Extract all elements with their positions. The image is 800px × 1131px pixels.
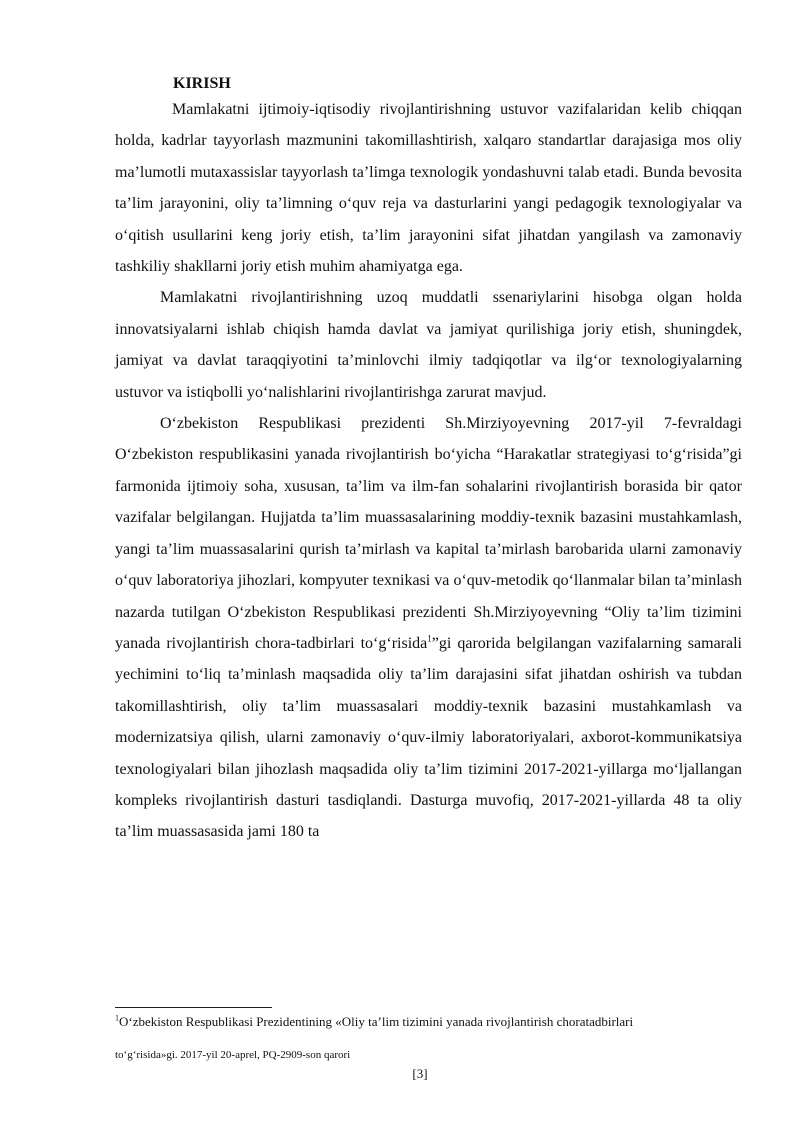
footnote-marker: 1 <box>115 1013 119 1023</box>
paragraph-1: Mamlakatni ijtimoiy-iqtisodiy rivojlantirishning ustuvor vazifalaridan kelib chiqqan holda, kadrlar tayyorlash mazmunini takomillashtirish, xalqaro standartlar darajasiga mos oliy ma’lumotli mutaxassislar tayyorlash ta’limga texnologik yondashuvni talab etadi. Bunda bevosita ta’lim jarayonini, oliy ta’limning o‘quv reja va dasturlarini yangi pedagogik texnologiyalar va o‘qitish usullarini keng joriy etish, ta’lim jarayonini sifat jihatdan yangilash va zamonaviy tashkiliy shakllarni joriy etish muhim ahamiyatga ega. <box>115 101 742 276</box>
section-heading: KIRISH <box>173 75 231 92</box>
body-text <box>115 94 742 848</box>
paragraph-3-part-1: O‘zbekiston Respublikasi prezidenti Sh.Mirziyoyevning 2017-yil 7-fevraldagi O‘zbekiston respublikasini yanada rivojlantirish bo‘yicha “Harakatlar strategiyasi to‘g‘risida”gi farmonida ijtimoiy soha, xususan, ta’lim va ilm-fan sohalarini rivojlantirish borasida bir qator vazifalar belgilangan. Hujjatda ta’lim muassasalarining moddiy-texnik bazasini mustahkamlash, yangi ta’lim muassasalarini qurish ta’mirlash va kapital ta’mirlash barobarida ularni zamonaviy o‘quv laboratoriya jihozlari, kompyuter texnikasi va o‘quv-metodik qo‘llanmalar bilan ta’minlash nazarda tutilgan O‘zbekiston Respublikasi prezidenti Sh.Mirziyoyevning “Oliy ta’lim tizimini yanada rivojlantirish chora-tadbirlari to‘g‘risida <box>115 415 742 652</box>
paragraph-2: Mamlakatni rivojlantirishning uzoq muddatli ssenariylarini hisobga olgan holda innovatsiyalarni ishlab chiqish hamda davlat va jamiyat qurilishiga joriy etish, shuningdek, jamiyat va davlat taraqqiyotini ta’minlovchi ilmiy tadqiqotlar va ilg‘or texnologiyalarning ustuvor va istiqbolli yo‘nalishlarini rivojlantirishga zarurat mavjud. <box>115 289 742 401</box>
footnote <box>115 1014 675 1030</box>
page-number: [3] <box>412 1066 428 1081</box>
footnote-separator <box>115 1007 272 1008</box>
footnote-text: O‘zbekiston Respublikasi Prezidentining «Oliy ta’lim tizimini yanada rivojlantirish choratadbirlari <box>119 1014 634 1029</box>
footnote-reference[interactable]: 1 <box>427 633 432 644</box>
paragraph-3-part-2: ”gi qarorida belgilangan vazifalarning samarali yechimini to‘liq ta’minlash maqsadida oliy ta’lim darajasini sifat jihatdan oshirish va tubdan takomillashtirish, oliy ta’lim muassasalari moddiy-texnik bazasini mustahkamlash va modernizatsiya qilish, ularni zamonaviy o‘quv-ilmiy laboratoriyalari, axborot-kommunikatsiya texnologiyalari bilan jihozlash maqsadida oliy ta’lim tizimini 2017-2021-yillarga mo‘ljallangan kompleks rivojlantirish dasturi tasdiqlandi. Dasturga muvofiq, 2017-2021-yillarda 48 ta oliy ta’lim muassasasida jami 180 ta <box>115 634 743 841</box>
footnote-continuation: to‘g‘risida»gi. 2017-yil 20-aprel, PQ-2909-son qarori <box>115 1049 351 1061</box>
paragraph-3 <box>115 408 742 848</box>
